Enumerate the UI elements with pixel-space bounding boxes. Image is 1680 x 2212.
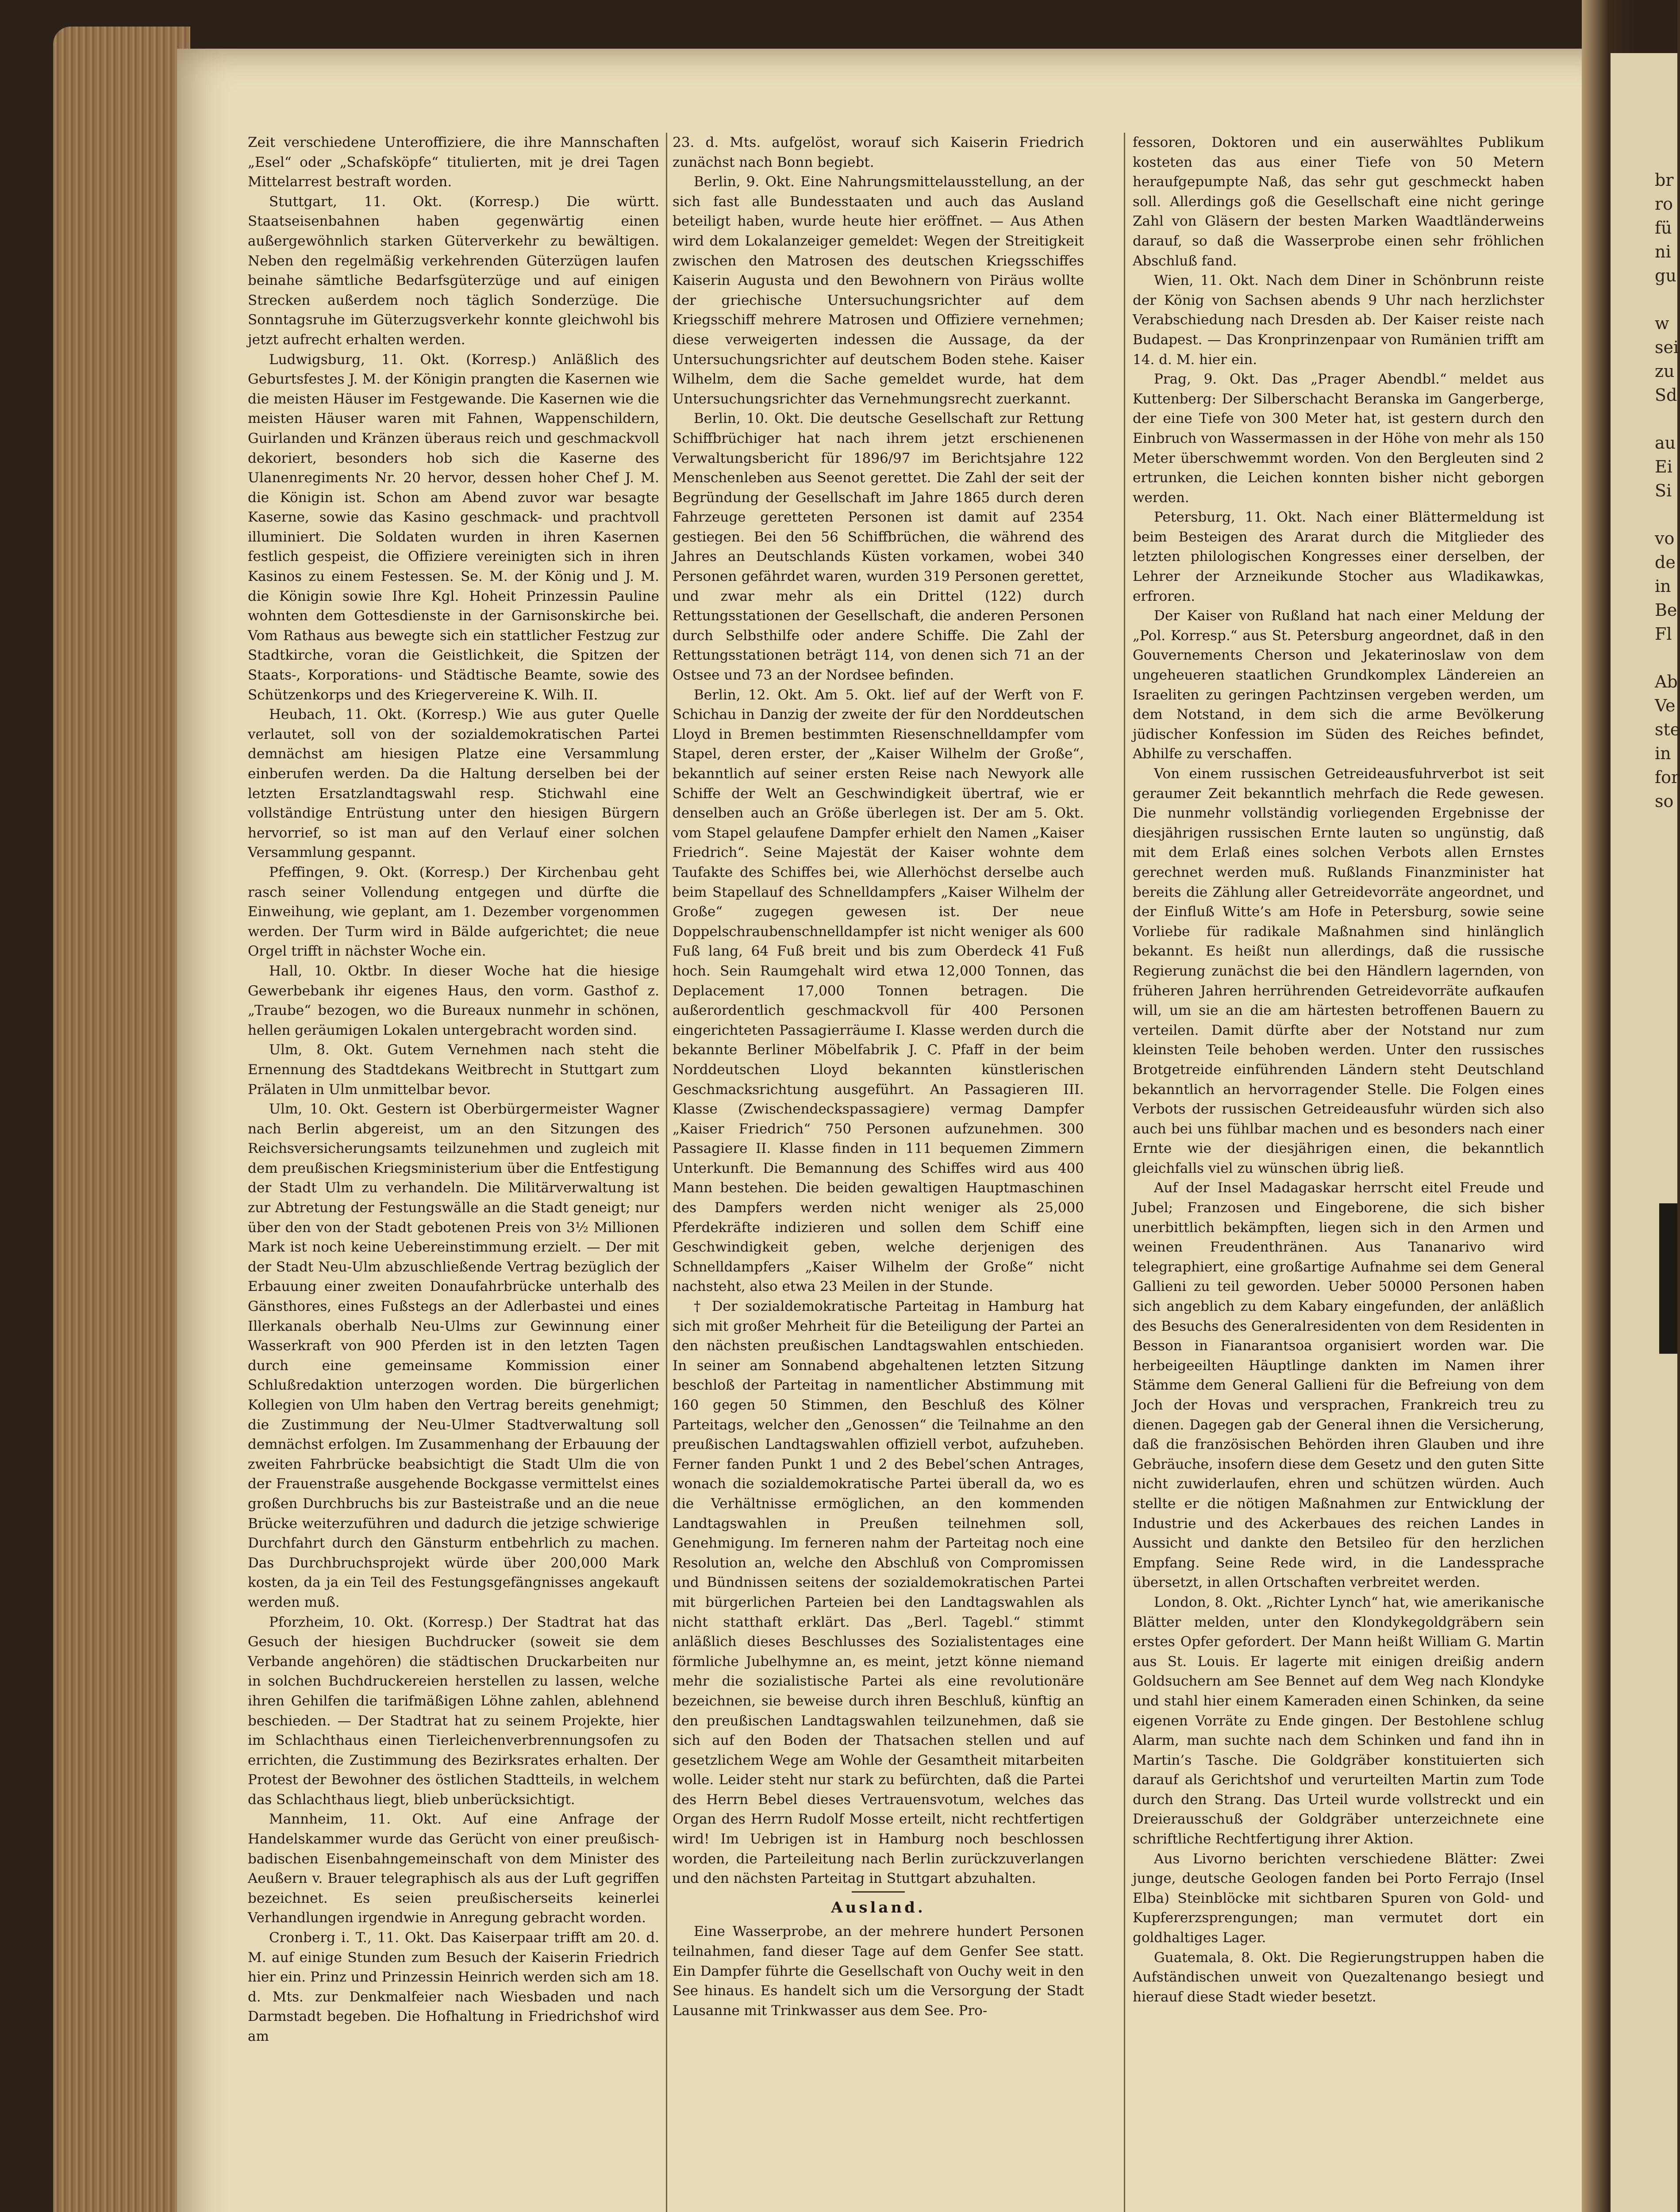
adjacent-page-fragment: Si bbox=[1655, 481, 1672, 500]
adjacent-page-fragment: Fl bbox=[1655, 624, 1672, 644]
adjacent-page-fragment: ste bbox=[1655, 720, 1680, 739]
article-paragraph: Pfeffingen, 9. Okt. (Korresp.) Der Kirchenbau geht rasch seiner Vollendung entgegen und dürfte die Einweihung, wie geplant, am 1. Dezember vorgenommen werden. Der Turm wird in Bälde aufgerichtet; die neue Orgel trifft in nächster Woche ein. bbox=[248, 864, 659, 960]
adjacent-page-fragment: sei bbox=[1655, 338, 1679, 357]
adjacent-page-fragment: vo bbox=[1655, 529, 1675, 548]
article-paragraph: Wien, 11. Okt. Nach dem Diner in Schönbrunn reiste der König von Sachsen abends 9 Uhr nach herzlichster Verabschiedung nach Dresden ab. Der Kaiser reiste nach Budapest. — Das Kronprinzenpaar von Rumänien trifft am 14. d. M. hier ein. bbox=[1133, 273, 1544, 368]
adjacent-page-fragment: ro bbox=[1655, 194, 1673, 214]
adjacent-page-fragment: br bbox=[1655, 170, 1674, 190]
article-paragraph: Eine Wasserprobe, an der mehrere hundert Personen teilnahmen, fand dieser Tage auf dem Genfer See statt. Ein Dampfer führte die Gesellschaft von Ouchy weit in den See hinaus. Es handelt sich um die Versorgung der Stadt Lausanne mit Trinkwasser aus dem See. Pro- bbox=[673, 1924, 1084, 2019]
adjacent-page-fragment bbox=[1655, 288, 1680, 311]
article-paragraph: Ulm, 10. Okt. Gestern ist Oberbürgermeister Wagner nach Berlin abgereist, um an den Sitzungen des Reichsversicherungsamts teilzunehmen und zugleich mit dem preußischen Kriegsministerium über die Entfestigung der Stadt Ulm zu verhandeln. Die Militärverwaltung ist zur Abtretung der Festungswälle an die Stadt geneigt; nur über den von der Stadt gebotenen Preis von 3½ Millionen Mark ist noch keine Uebereinstimmung erzielt. — Der mit der Stadt Neu-Ulm abzuschließende Vertrag bezüglich der Erbauung einer zweiten Donaufahrbrücke unterhalb des Gänsthores, eines Fußstegs an der Adlerbastei und eines Illerkanals oberhalb Neu-Ulms zur Gewinnung einer Wasserkraft von 900 Pferden ist in den letzten Tagen durch eine gemeinsame Kommission einer Schlußredaktion unterzogen worden. Die bürgerlichen Kollegien von Ulm haben den Vertrag bereits genehmigt; die Zustimmung der Neu-Ulmer Stadtverwaltung soll demnächst erfolgen. Im Zusammenhang der Erbauung der zweiten Fahrbrücke beabsichtigt die Stadt Ulm die von der Frauenstraße ausgehende Bockgasse vermittelst eines großen Durchbruchs bis zur Basteistraße und an die neue Brücke weiterzuführen und dadurch die jetzige schwierige Durchfahrt durch den Gänsturm entbehrlich zu machen. Das Durchbruchsprojekt würde über 200,000 Mark kosten, da ja ein Teil des Festungsgefängnisses angekauft werden muß. bbox=[248, 1101, 659, 1610]
adjacent-page-fragment: in bbox=[1655, 576, 1671, 596]
text-column-1 bbox=[248, 133, 659, 2212]
adjacent-page-edge bbox=[1611, 53, 1680, 2212]
adjacent-page-fragment: Ei bbox=[1655, 457, 1672, 476]
article-paragraph: Cronberg i. T., 11. Okt. Das Kaiserpaar trifft am 20. d. M. auf einige Stunden zum Besuch der Kaiserin Friedrich hier ein. Prinz und Prinzessin Heinrich werden sich am 18. d. Mts. zur Denkmalfeier nach Wiesbaden und nach Darmstadt begeben. Die Hofhaltung in Friedrichshof wird am bbox=[248, 1930, 659, 2044]
article-paragraph: Berlin, 12. Okt. Am 5. Okt. lief auf der Werft von F. Schichau in Danzig der zweite der für den Norddeutschen Lloyd in Bremen bestimmten Riesenschnelldampfer vom Stapel, deren erster, der „Kaiser Wilhelm der Große“, bekanntlich auf seiner ersten Reise nach Newyork alle Schiffe der Welt an Geschwindigkeit übertraf, wie er denselben auch an Größe überlegen ist. Der am 5. Okt. vom Stapel gelaufene Dampfer erhielt den Namen „Kaiser Friedrich“. Seine Majestät der Kaiser wohnte dem Taufakte des Schiffes bei, wie Allerhöchst derselbe auch beim Stapellauf des Schnelldampfers „Kaiser Wilhelm der Große“ zugegen gewesen ist. Der neue Doppelschraubenschnelldampfer ist nicht weniger als 600 Fuß lang, 64 Fuß breit und bis zum Oberdeck 41 Fuß hoch. Sein Raumgehalt wird etwa 12,000 Tonnen, das Deplacement 17,000 Tonnen betragen. Die außerordentlich geschmackvoll für 400 Personen eingerichteten Passagierräume I. Klasse werden durch die bekannte Berliner Möbelfabrik J. C. Pfaff in der beim Norddeutschen Lloyd bekannten künstlerischen Geschmacksrichtung ausgeführt. An Passagieren III. Klasse (Zwischendeckspassagiere) vermag Dampfer „Kaiser Friedrich“ 750 Personen aufzunehmen. 300 Passagiere II. Klasse finden in 111 bequemen Zimmern Unterkunft. Die Bemannung des Schiffes wird aus 400 Mann bestehen. Die beiden gewaltigen Hauptmaschinen des Dampfers werden nicht weniger als 25,000 Pferdekräfte indizieren und sollen dem Schiff eine Geschwindigkeit geben, welche derjenigen des Schnelldampfers „Kaiser Wilhelm der Große“ nicht nachsteht, also etwa 23 Meilen in der Stunde. bbox=[673, 687, 1084, 1295]
adjacent-page-fragment bbox=[1655, 646, 1680, 670]
adjacent-page-fragment: Sd bbox=[1655, 385, 1677, 405]
article-paragraph: Pforzheim, 10. Okt. (Korresp.) Der Stadtrat hat das Gesuch der hiesigen Buchdrucker (soweit sie dem Verbande angehören) die städtischen Druckarbeiten nur in solchen Buchdruckereien herstellen zu lassen, welche ihren Gehilfen die tarifmäßigen Löhne zahlen, ablehnend beschieden. — Der Stadtrat hat zu seinem Projekte, hier im Schlachthaus einen Tierleichenverbrennungsofen zu errichten, die Zustimmung des Bezirksrates erhalten. Der Protest der Bewohner des östlichen Stadtteils, in welchem das Schlachthaus liegt, blieb unberücksichtigt. bbox=[248, 1614, 659, 1808]
section-rule bbox=[852, 1891, 905, 1893]
article-paragraph: Berlin, 9. Okt. Eine Nahrungsmittelausstellung, an der sich fast alle Bundesstaaten und auch das Ausland beteiligt haben, wurde heute hier eröffnet. — Aus Athen wird dem Lokalanzeiger gemeldet: Wegen der Streitigkeit zwischen den Matrosen des deutschen Kriegsschiffes Kaiserin Augusta und den Bewohnern von Piräus wollte der griechische Untersuchungsrichter auf dem Kriegsschiff mehrere Matrosen und Offiziere vernehmen; diese verweigerten indessen die Aussage, da der Untersuchungsrichter auf deutschem Boden stehe. Kaiser Wilhelm, dem die Sache gemeldet wurde, hat dem Untersuchungsrichter das Vernehmungsrecht zuerkannt. bbox=[673, 174, 1084, 407]
adjacent-page-fragment: Ve bbox=[1655, 696, 1676, 715]
article-paragraph: Ulm, 8. Okt. Gutem Vernehmen nach steht die Ernennung des Stadtdekans Weitbrecht in Stuttgart zum Prälaten in Ulm unmittelbar bevor. bbox=[248, 1042, 659, 1098]
adjacent-page-fragment bbox=[1655, 503, 1680, 526]
column-rule bbox=[666, 133, 667, 2212]
adjacent-page-fragment: fü bbox=[1655, 218, 1672, 238]
article-paragraph: Der Kaiser von Rußland hat nach einer Meldung der „Pol. Korresp.“ aus St. Petersburg angeordnet, daß in den Gouvernements Cherson und Jekaterinoslaw von dem ungeheueren staatlichen Grundkomplex Ländereien an Israeliten zu geringen Pachtzinsen vergeben werden, um dem Notstand, in dem sich die arme Bevölkerung jüdischer Konfession im Süden des Reiches befindet, Abhilfe zu verschaffen. bbox=[1133, 608, 1544, 762]
article-paragraph: Berlin, 10. Okt. Die deutsche Gesellschaft zur Rettung Schiffbrüchiger hat nach ihrem jetzt erschienenen Verwaltungsbericht für 1896/97 im Berichtsjahre 122 Menschenleben aus Seenot gerettet. Die Zahl der seit der Begründung der Gesellschaft im Jahre 1865 durch deren Fahrzeuge geretteten Personen ist damit auf 2354 gestiegen. Bei den 56 Schiffbrüchen, die während des Jahres an Deutschlands Küsten vorkamen, wobei 340 Personen gefährdet waren, wurden 319 Personen gerettet, und zwar mehr als ein Drittel (122) durch Rettungsstationen der Gesellschaft, die anderen Personen durch Selbsthilfe oder andere Schiffe. Die Zahl der Rettungsstationen beträgt 114, von denen sich 71 an der Ostsee und 73 an der Nordsee befinden. bbox=[673, 411, 1084, 684]
text-column-3 bbox=[1133, 133, 1544, 2212]
adjacent-page-fragment: gu bbox=[1655, 266, 1676, 285]
adjacent-page-fragment: de bbox=[1655, 553, 1676, 572]
article-paragraph: Ludwigsburg, 11. Okt. (Korresp.) Anläßlich des Geburtsfestes J. M. der Königin prangten die Kasernen wie die meisten Häuser im Festgewande. Die Kasernen wie die meisten Häuser waren mit Fahnen, Wappenschildern, Guirlanden und Kränzen überaus reich und geschmackvoll dekoriert, besonders hob sich die Kaserne des Ulanenregiments Nr. 20 hervor, dessen hoher Chef J. M. die Königin ist. Schon am Abend zuvor war besagte Kaserne, sowie das Kasino geschmack- und prachtvoll illuminiert. Die Soldaten wurden in ihren Kasernen festlich gespeist, die Offiziere vereinigten sich in ihren Kasinos zu einem Festessen. Se. M. der König und J. M. die Königin sowie Ihre Kgl. Hoheit Prinzessin Pauline wohnten dem Gottesdienste in der Garnisonskirche bei. Vom Rathaus aus bewegte sich ein stattlicher Festzug zur Stadtkirche, voran die Geistlichkeit, die Spitzen der Staats-, Korporations- und Städtische Beamte, sowie des Schützenkorps und des Kriegervereine K. Wilh. II. bbox=[248, 351, 659, 703]
adjacent-page-text bbox=[1655, 168, 1680, 813]
adjacent-page-fragment: zu bbox=[1655, 361, 1675, 381]
adjacent-page-fragment bbox=[1655, 407, 1680, 431]
adjacent-page-black-bar bbox=[1659, 1203, 1677, 1354]
article-paragraph: † Der sozialdemokratische Parteitag in Hamburg hat sich mit großer Mehrheit für die Beteiligung der Partei an den nächsten preußischen Landtagswahlen entschieden. In seiner am Sonnabend abgehaltenen letzten Sitzung beschloß der Parteitag in namentlicher Abstimmung mit 160 gegen 50 Stimmen, den Beschluß des Kölner Parteitags, welcher den „Genossen“ die Teilnahme an den preußischen Landtagswahlen offiziell verbot, aufzuheben. Ferner fanden Punkt 1 und 2 des Bebel’schen Antrages, wonach die sozialdemokratische Partei überall da, wo es die Verhältnisse ermöglichen, an den kommenden Landtagswahlen in Preußen teilnehmen soll, Genehmigung. Im ferneren nahm der Parteitag noch eine Resolution an, welche den Abschluß von Compromissen und Bündnissen seitens der sozialdemokratischen Partei mit bürgerlichen Parteien bei den Landtagswahlen als nicht statthaft erklärt. Das „Berl. Tagebl.“ stimmt anläßlich dieses Beschlusses des Sozialistentages eine förmliche Jubelhymne an, es meint, jetzt könne niemand mehr die sozialistische Partei als eine revolutionäre bezeichnen, sie beweise durch ihren Beschluß, künftig an den preußischen Landtagswahlen teilzunehmen, daß sie sich auf den Boden der Thatsachen stellen und auf gesetzlichem Wege am Wohle der Gesamtheit mitarbeiten wolle. Leider steht nur stark zu befürchten, daß die Partei des Herrn Bebel dieses Vertrauensvotum, welches das Organ des Herrn Rudolf Mosse erteilt, nicht rechtfertigen wird! Im Uebrigen ist in Hamburg noch beschlossen worden, die Parteileitung nach Berlin zurückzuverlangen und den nächsten Parteitag in Stuttgart abzuhalten. bbox=[673, 1298, 1084, 1887]
article-paragraph: 23. d. Mts. aufgelöst, worauf sich Kaiserin Friedrich zunächst nach Bonn begiebt. bbox=[673, 134, 1084, 170]
article-paragraph: Guatemala, 8. Okt. Die Regierungstruppen haben die Aufständischen unweit von Quezaltenango besiegt und hierauf diese Stadt wieder besetzt. bbox=[1133, 1949, 1544, 2005]
article-paragraph: Auf der Insel Madagaskar herrscht eitel Freude und Jubel; Franzosen und Eingeborene, die sich bisher unerbittlich bekämpften, liegen sich in den Armen und weinen Freudenthränen. Aus Tananarivo wird telegraphiert, eine großartige Aufnahme sei dem General Gallieni zu teil geworden. Ueber 50000 Personen haben sich angeblich zu dem Kabary eingefunden, der anläßlich des Besuchs des Generalresidenten von dem Residenten in Besson in Fianarantsoa organisiert worden war. Die herbeigeeilten Häuptlinge dankten im Namen ihrer Stämme dem General Gallieni für die Befreiung von dem Joch der Hovas und versprachen, Frankreich treu zu dienen. Dagegen gab der General ihnen die Versicherung, daß die französischen Behörden ihren Glauben und ihre Gebräuche, insofern diese dem Gesetz und den guten Sitte nicht zuwiderlaufen, ehren und schützen würden. Auch stellte er die nötigen Maßnahmen zur Entwicklung der Industrie und des Ackerbaues des reichen Landes in Aussicht und dankte den Betsileo für den herzlichen Empfang. Seine Rede wird, in die Landessprache übersetzt, in allen Ortschaften verbreitet werden. bbox=[1133, 1180, 1544, 1591]
article-paragraph: Hall, 10. Oktbr. In dieser Woche hat die hiesige Gewerbebank ihr eigenes Haus, den vorm. Gasthof z. „Traube“ bezogen, wo die Bureaux nunmehr in schönen, hellen geräumigen Lokalen untergebracht worden sind. bbox=[248, 963, 659, 1038]
column-rule bbox=[1124, 133, 1125, 2212]
article-paragraph: Mannheim, 11. Okt. Auf eine Anfrage der Handelskammer wurde das Gerücht von einer preußisch-badischen Eisenbahngemeinschaft von dem Minister des Aeußern v. Brauer telegraphisch als aus der Luft gegriffen bezeichnet. Es seien preußischerseits keinerlei Verhandlungen irgendwie in Anregung gebracht worden. bbox=[248, 1811, 659, 1926]
adjacent-page-fragment: for bbox=[1655, 768, 1680, 787]
adjacent-page-fragment: Be bbox=[1655, 600, 1677, 620]
adjacent-page-fragment: ni bbox=[1655, 242, 1671, 261]
book-page-edges bbox=[53, 27, 190, 2212]
adjacent-page-fragment: so bbox=[1655, 791, 1674, 811]
text-column-2 bbox=[673, 133, 1084, 2212]
article-paragraph: Petersburg, 11. Okt. Nach einer Blättermeldung ist beim Besteigen des Ararat durch die Mitglieder des letzten philologischen Kongresses einer derselben, der Lehrer der Arzneikunde Stocher aus Wladikawkas, erfroren. bbox=[1133, 509, 1544, 604]
adjacent-page-fragment: Ab bbox=[1655, 672, 1678, 691]
adjacent-page-fragment: au bbox=[1655, 433, 1676, 453]
article-paragraph: Prag, 9. Okt. Das „Prager Abendbl.“ meldet aus Kuttenberg: Der Silberschacht Beranska im Gangerberge, der eine Tiefe von 300 Meter hat, ist gestern durch den Einbruch von Wassermassen in der Höhe von mehr als 150 Meter überschwemmt worden. Von den Bergleuten sind 2 ertrunken, die Leichen konnten bisher nicht geborgen werden. bbox=[1133, 371, 1544, 506]
article-paragraph: London, 8. Okt. „Richter Lynch“ hat, wie amerikanische Blätter melden, unter den Klondykegoldgräbern sein erstes Opfer gefordert. Der Mann heißt William G. Martin aus St. Louis. Er lagerte mit einigen dreißig andern Goldsuchern am See Bennet auf dem Weg nach Klondyke und stahl hier einem Kameraden einen Schinken, da seine eigenen Vorräte zu Ende gingen. Der Bestohlene schlug Alarm, man suchte nach dem Schinken und fand ihn in Martin’s Tasche. Die Goldgräber konstituierten sich darauf als Gerichtshof und verurteilten Martin zum Tode durch den Strang. Das Urteil wurde vollstreckt und ein Dreierausschuß der Goldgräber unterzeichnete eine schriftliche Rechtfertigung ihrer Aktion. bbox=[1133, 1594, 1544, 1847]
article-paragraph: Aus Livorno berichten verschiedene Blätter: Zwei junge, deutsche Geologen fanden bei Porto Ferrajo (Insel Elba) Steinblöcke mit sichtbaren Spuren von Gold- und Kupfererzsprengungen; man vermutet dort ein goldhaltiges Lager. bbox=[1133, 1851, 1544, 1946]
article-paragraph: Von einem russischen Getreideausfuhrverbot ist seit geraumer Zeit bekanntlich mehrfach die Rede gewesen. Die nunmehr vollständig vorliegenden Ergebnisse der diesjährigen russischen Ernte lauten so ungünstig, daß mit dem Erlaß eines solchen Verbots allen Ernstes gerechnet werden muß. Rußlands Finanzminister hat bereits die Zählung aller Getreidevorräte angeordnet, und der Einfluß Witte’s am Hofe in Petersburg, sowie seine Vorliebe für radikale Maßnahmen sind hinlänglich bekannt. Es heißt nun allerdings, daß die russische Regierung zunächst die bei den Händlern lagernden, von früheren Jahren herrührenden Getreidevorräte aufkaufen will, um sie an die am härtesten betroffenen Bauern zu verteilen. Damit dürfte aber der Notstand nur zum kleinsten Teile behoben werden. Unter den russisches Brotgetreide einführenden Ländern steht Deutschland bekanntlich an hervorragender Stelle. Die Folgen eines Verbots der russischen Getreideausfuhr würden sich also auch bei uns fühlbar machen und es besonders nach einer Ernte wie der diesjährigen einen, die bekanntlich gleichfalls viel zu wünschen übrig ließ. bbox=[1133, 766, 1544, 1176]
section-heading: Ausland. bbox=[831, 1898, 926, 1916]
adjacent-page-fragment: in bbox=[1655, 744, 1671, 763]
article-paragraph: fessoren, Doktoren und ein auserwähltes Publikum kosteten das aus einer Tiefe von 50 Metern heraufgepumpte Naß, das sehr gut geschmeckt haben soll. Allerdings goß die Gesellschaft eine nicht geringe Zahl von Gläsern der besten Marken Waadtländerweins darauf, so daß die Wasserprobe einen sehr fröhlichen Abschluß fand. bbox=[1133, 134, 1544, 269]
article-paragraph: Heubach, 11. Okt. (Korresp.) Wie aus guter Quelle verlautet, soll von der sozialdemokratischen Partei demnächst am hiesigen Platze eine Versammlung einberufen werden. Da die Haltung derselben bei der letzten Ersatzlandtagswahl resp. Stichwahl eine vollständige Entrüstung unter den hiesigen Bürgern hervorrief, so ist man auf den Verlauf einer solchen Versammlung gespannt. bbox=[248, 707, 659, 861]
article-paragraph: Stuttgart, 11. Okt. (Korresp.) Die württ. Staatseisenbahnen haben gegenwärtig einen außergewöhnlich starken Güterverkehr zu bewältigen. Neben den regelmäßig verkehrenden Güterzügen laufen beinahe sämtliche Bedarfsgüterzüge und auf einigen Strecken außerdem noch täglich Sonderzüge. Die Sonntagsruhe im Güterzugsverkehr konnte gleichwohl bis jetzt aufrecht erhalten werden. bbox=[248, 193, 659, 348]
adjacent-page-fragment: w bbox=[1655, 314, 1669, 333]
article-paragraph: Zeit verschiedene Unteroffiziere, die ihre Mannschaften „Esel“ oder „Schafsköpfe“ titulierten, mit je drei Tagen Mittelarrest bestraft worden. bbox=[248, 134, 659, 190]
